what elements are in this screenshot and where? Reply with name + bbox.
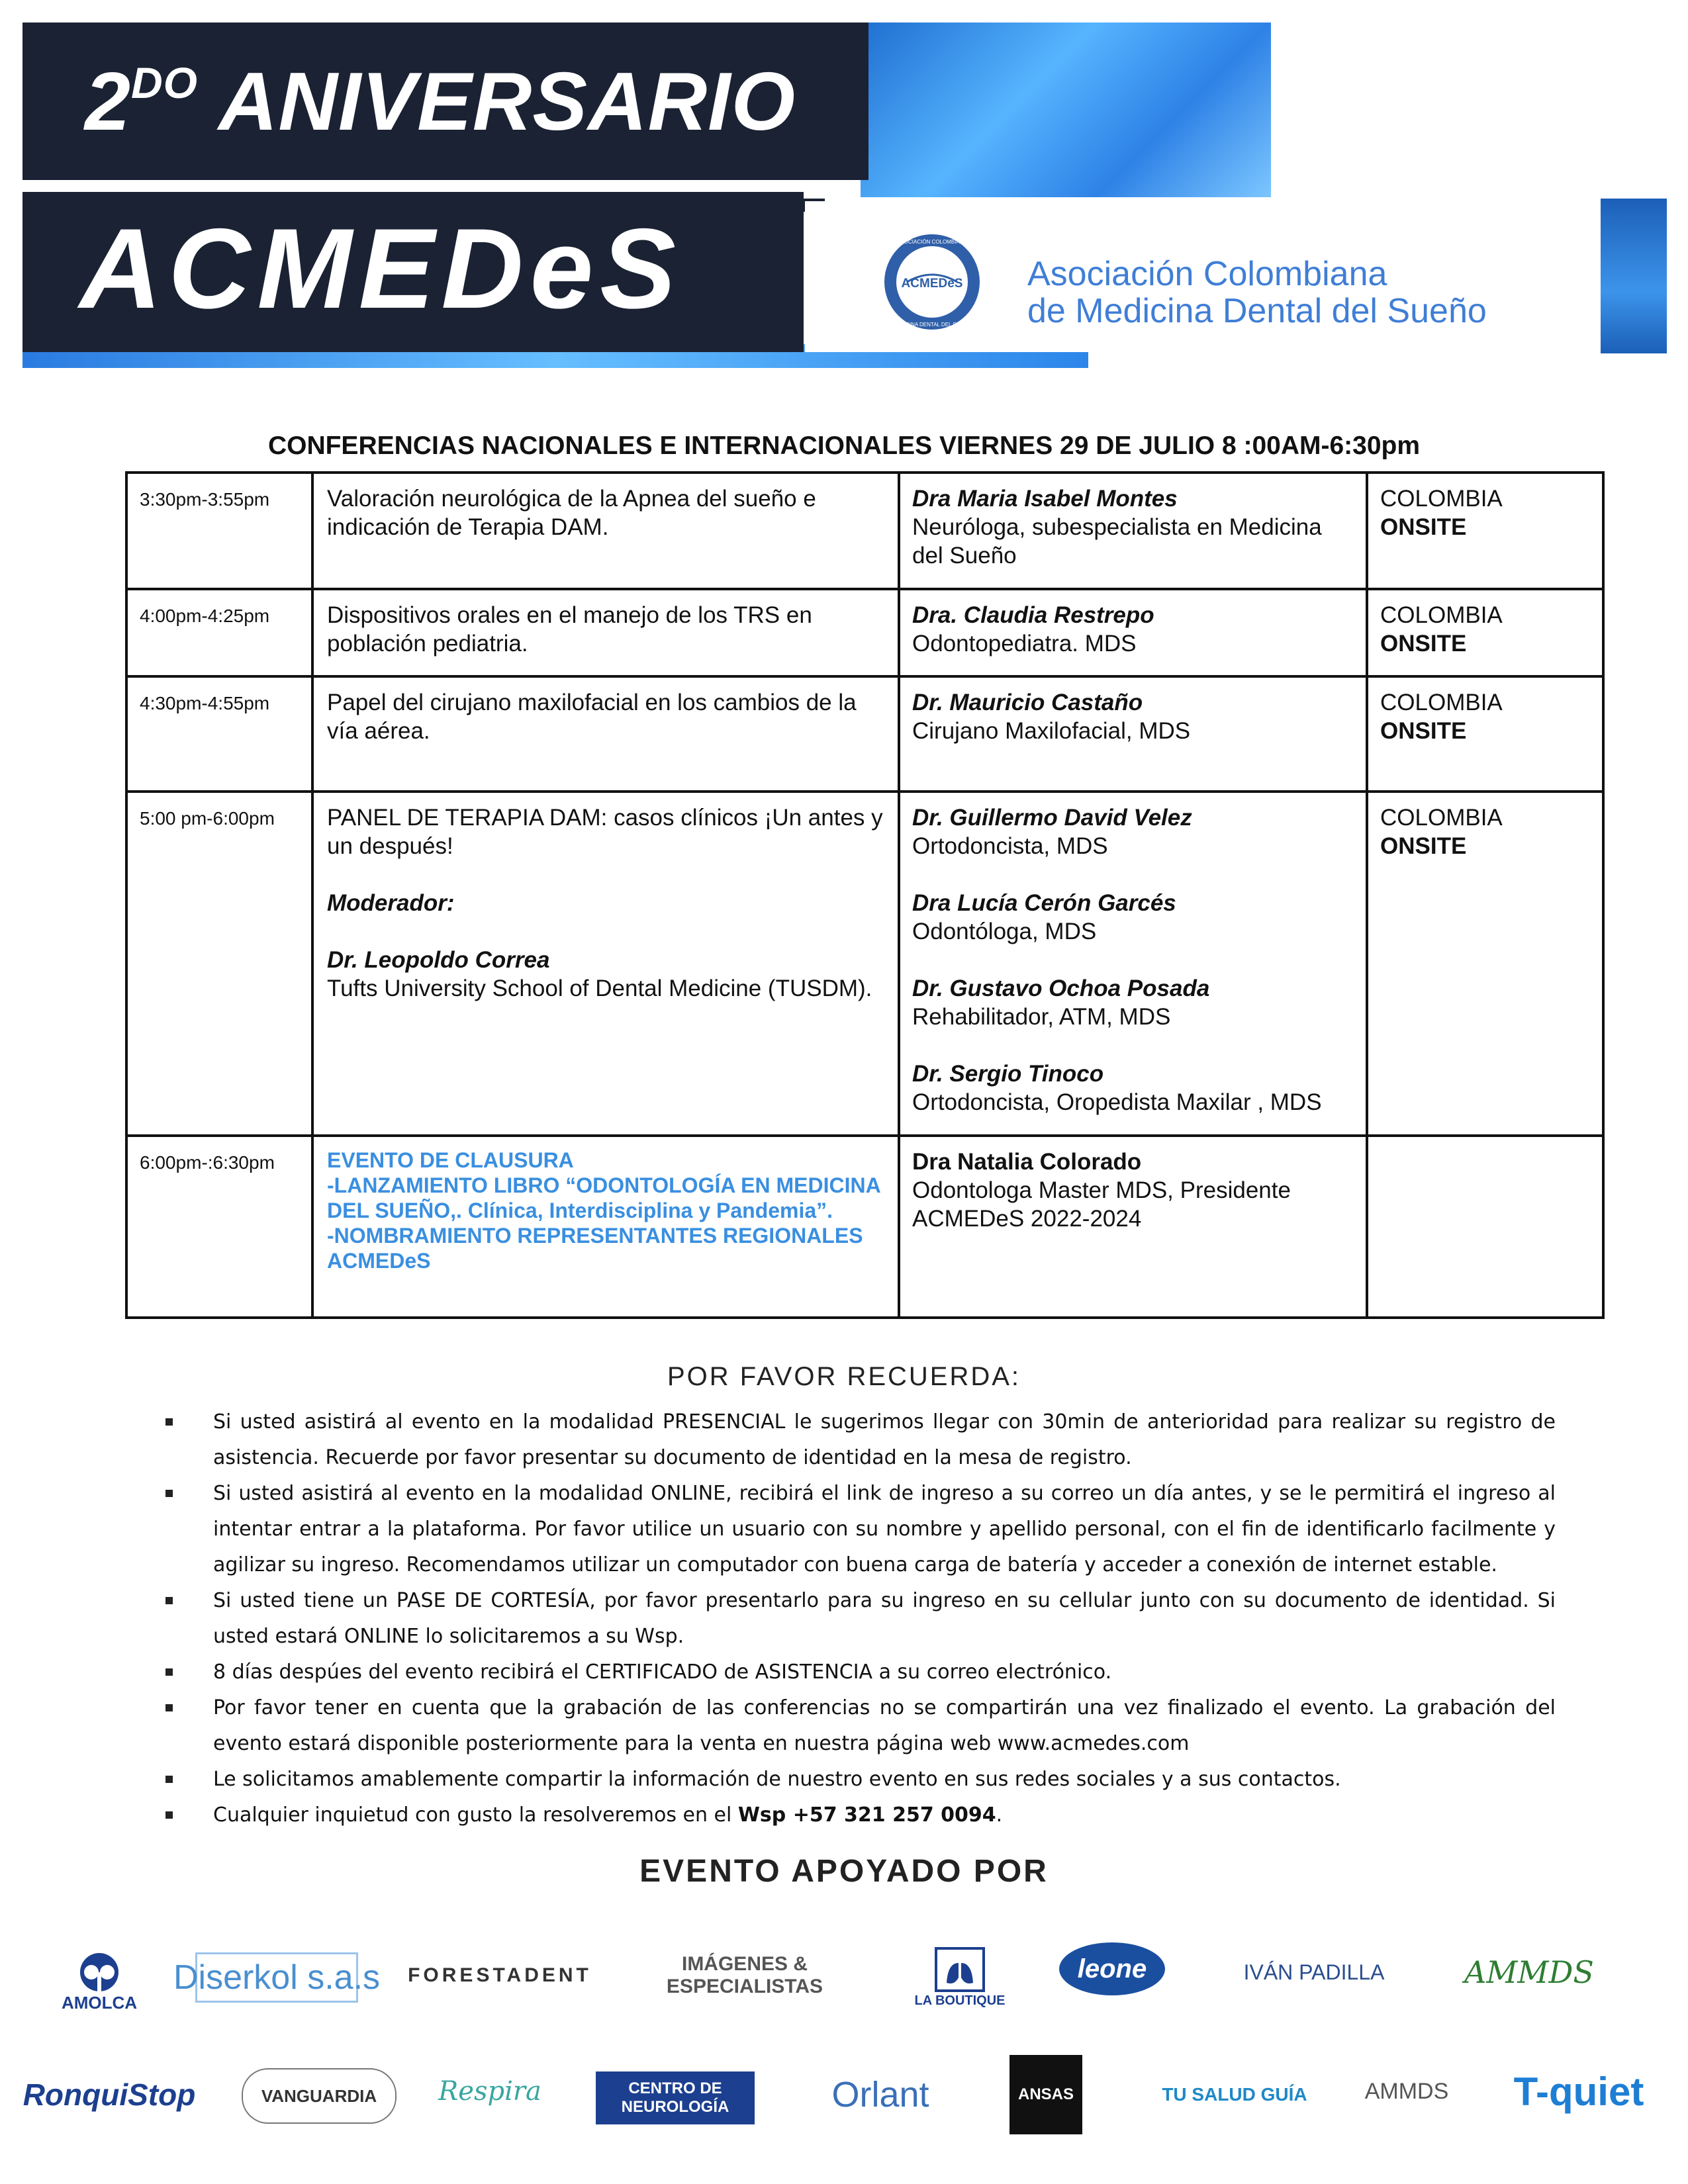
sponsor-logo-imagenes: IMÁGENES & ESPECIALISTAS — [666, 1953, 823, 1997]
speaker-name: Dra Natalia Colorado — [912, 1149, 1142, 1175]
closing-line: -NOMBRAMIENTO REPRESENTANTES REGIONALES ACMEDeS — [327, 1224, 863, 1273]
table-row — [126, 473, 1603, 589]
amolca-icon — [63, 1952, 136, 1993]
sponsor-logo-ansas: ANSAS — [1009, 2055, 1082, 2134]
association-name-line1: Asociación Colombiana — [1027, 255, 1387, 293]
speaker-cell — [899, 1136, 1367, 1318]
sponsor-logo-vanguardia: VANGUARDIA — [242, 2068, 397, 2124]
time-cell: 5:00 pm-6:00pm — [126, 792, 312, 1136]
whatsapp-number: Wsp +57 321 257 0094 — [737, 1803, 996, 1827]
list-item: 8 días despúes del evento recibirá el CERTIFICADO de ASISTENCIA a su correo electrónico. — [165, 1655, 1556, 1690]
location-cell — [1367, 676, 1603, 792]
panelist-name: Dr. Guillermo David Velez — [912, 805, 1192, 831]
list-item: Le solicitamos amablemente compartir la información de nuestro evento en sus redes sociales y a sus contactos. — [165, 1762, 1556, 1797]
sponsor-logo-diserkol: Diserkol s.a.s — [195, 1952, 358, 2003]
list-item: Por favor tener en cuenta que la grabación de las conferencias no se compartirán una vez finalizado el evento. La grabación del evento estará disponible posteriormente para la venta en nuestra página web www.acmedes.com — [165, 1690, 1556, 1762]
country: COLOMBIA — [1380, 805, 1503, 831]
list-item: Cualquier inquietud con gusto la resolveremos en el Wsp +57 321 257 0094. — [165, 1797, 1556, 1833]
sponsor-logo-ronquistop: RonquiStop — [23, 2077, 196, 2112]
sponsor-logo-la-boutique — [904, 1929, 1016, 2015]
panel-topic: PANEL DE TERAPIA DAM: casos clínicos ¡Un antes y un después! — [327, 805, 883, 859]
sponsor-logo-t-quiet: T-quiet — [1513, 2069, 1644, 2114]
location-cell — [1367, 1136, 1603, 1318]
association-name — [1027, 255, 1487, 330]
speaker-role: Cirujano Maxilofacial, MDS — [912, 718, 1191, 744]
reminder-list — [165, 1404, 1556, 1833]
lungs-icon — [933, 1936, 986, 1993]
table-row — [126, 792, 1603, 1136]
topic-cell: Valoración neurológica de la Apnea del sueño e indicación de Terapia DAM. — [312, 473, 899, 589]
sponsor-logo-forestadent: FORESTADENT — [408, 1964, 592, 1986]
acmedes-logo-icon — [880, 230, 984, 334]
reminder-contact-prefix: Cualquier inquietud con gusto la resolveremos en el — [213, 1803, 738, 1827]
conference-title: CONFERENCIAS NACIONALES E INTERNACIONALES VIERNES 29 DE JULIO 8 :00AM-6:30pm — [267, 432, 1421, 460]
time-cell: 6:00pm-:6:30pm — [126, 1136, 312, 1318]
panelist-name: Dr. Sergio Tinoco — [912, 1061, 1104, 1087]
sponsor-logo-ivan-padilla: IVÁN PADILLA — [1243, 1960, 1385, 1984]
panelist-role: Ortodoncista, MDS — [912, 833, 1108, 859]
sponsors-title: EVENTO APOYADO POR — [639, 1854, 1049, 1889]
panelist-name: Dr. Gustavo Ochoa Posada — [912, 976, 1210, 1001]
time-cell: 4:00pm-4:25pm — [126, 589, 312, 676]
panelist-name: Dra Lucía Cerón Garcés — [912, 890, 1176, 916]
anniversary-title: $2^{DO}$ ANIVERSARIO — [85, 56, 796, 148]
sponsor-name: LA BOUTIQUE — [914, 1993, 1006, 2008]
panelist-role: Rehabilitador, ATM, MDS — [912, 1004, 1171, 1030]
speaker-cell — [899, 473, 1367, 589]
speaker-cell — [899, 589, 1367, 676]
topic-cell: Dispositivos orales en el manejo de los TRS en población pediatria. — [312, 589, 899, 676]
country: COLOMBIA — [1380, 690, 1503, 715]
header-blue-image-right — [1601, 199, 1667, 353]
logo-ring-bottom: MEDICINA DENTAL DEL SUEÑO — [892, 322, 972, 328]
location-cell — [1367, 792, 1603, 1136]
sponsor-name: AMOLCA — [61, 1992, 138, 2013]
speaker-role: Neuróloga, subespecialista en Medicina del Sueño — [912, 514, 1322, 569]
panelist-role: Ortodoncista, Oropedista Maxilar , MDS — [912, 1089, 1322, 1115]
country: COLOMBIA — [1380, 486, 1503, 512]
schedule-table — [125, 471, 1605, 1319]
sponsor-logo-leone: leone — [1059, 1942, 1165, 1995]
sponsor-logo-orlant: Orlant — [831, 2075, 929, 2115]
country: COLOMBIA — [1380, 602, 1503, 628]
location-cell — [1367, 473, 1603, 589]
closing-line: EVENTO DE CLAUSURA — [327, 1148, 574, 1172]
sponsor-logo-amolca — [46, 1946, 152, 2019]
sponsor-logo-ammds: AMMDS — [1364, 2078, 1449, 2104]
time-cell: 3:30pm-3:55pm — [126, 473, 312, 589]
reminder-title: POR FAVOR RECUERDA: — [667, 1362, 1021, 1391]
moderator-affiliation: Tufts University School of Dental Medicine (TUSDM). — [327, 976, 872, 1001]
location-cell — [1367, 589, 1603, 676]
closing-line: -LANZAMIENTO LIBRO “ODONTOLOGÍA EN MEDICINA DEL SUEÑO,. Clínica, Interdisciplina y Pandemia”. — [327, 1173, 880, 1222]
time-cell: 4:30pm-4:55pm — [126, 676, 312, 792]
sponsor-logo-tu-salud-guia: TU SALUD GUÍA — [1162, 2084, 1307, 2105]
mode: ONSITE — [1380, 833, 1467, 859]
list-item: Si usted tiene un PASE DE CORTESÍA, por favor presentarlo para su ingreso en su cellular junto con su documento de identidad. Si usted estará ONLINE lo solicitaremos a su Wsp. — [165, 1583, 1556, 1655]
logo-ring-top: ASOCIACIÓN COLOMBIANA — [897, 239, 967, 245]
list-item: Si usted asistirá al evento en la modalidad PRESENCIAL le sugerimos llegar con 30min de anterioridad para realizar su registro de asistencia. Recuerde por favor presentar su documento de identidad en la mesa de registro. — [165, 1404, 1556, 1476]
topic-cell: Papel del cirujano maxilofacial en los cambios de la vía aérea. — [312, 676, 899, 792]
mode: ONSITE — [1380, 631, 1467, 657]
table-row — [126, 1136, 1603, 1318]
speaker-role: Odontopediatra. MDS — [912, 631, 1137, 657]
list-item: Si usted asistirá al evento en la modalidad ONLINE, recibirá el link de ingreso a su correo un día antes, y se le permitirá el ingreso al intentar entrar a la plataforma. Por favor utilice un usuario con su nombre y apellido personal, con el fin de identificarlo facilmente y agilizar su ingreso. Recomendamos utilizar un computador con buena carga de batería y acceder a conexión de internet estable. — [165, 1476, 1556, 1583]
speaker-cell — [899, 676, 1367, 792]
topic-cell — [312, 792, 899, 1136]
panelist-role: Odontóloga, MDS — [912, 919, 1097, 944]
logo-text: ACMEDeS — [901, 277, 963, 291]
speaker-name: Dra Maria Isabel Montes — [912, 486, 1178, 512]
speaker-role: Odontologa Master MDS, Presidente ACMEDeS 2022-2024 — [912, 1177, 1291, 1232]
moderator-label: Moderador: — [327, 890, 455, 916]
sponsor-logo-centro-neurologia: CENTRO DE NEUROLOGÍA — [596, 2071, 755, 2124]
acmedes-title: ACMEDeS — [79, 205, 683, 332]
association-name-line2: de Medicina Dental del Sueño — [1027, 292, 1487, 330]
moderator-name: Dr. Leopoldo Correa — [327, 947, 550, 973]
mode: ONSITE — [1380, 718, 1467, 744]
speaker-cell — [899, 792, 1367, 1136]
sponsor-logo-oxi-rental: AMMDS — [1464, 1954, 1594, 1990]
closing-cell — [312, 1136, 899, 1318]
table-row — [126, 676, 1603, 792]
table-row — [126, 589, 1603, 676]
speaker-name: Dr. Mauricio Castaño — [912, 690, 1143, 715]
header-blue-image-top — [861, 23, 1271, 197]
sponsor-logo-respira: Respira — [438, 2076, 541, 2107]
mode: ONSITE — [1380, 514, 1467, 540]
speaker-name: Dra. Claudia Restrepo — [912, 602, 1154, 628]
